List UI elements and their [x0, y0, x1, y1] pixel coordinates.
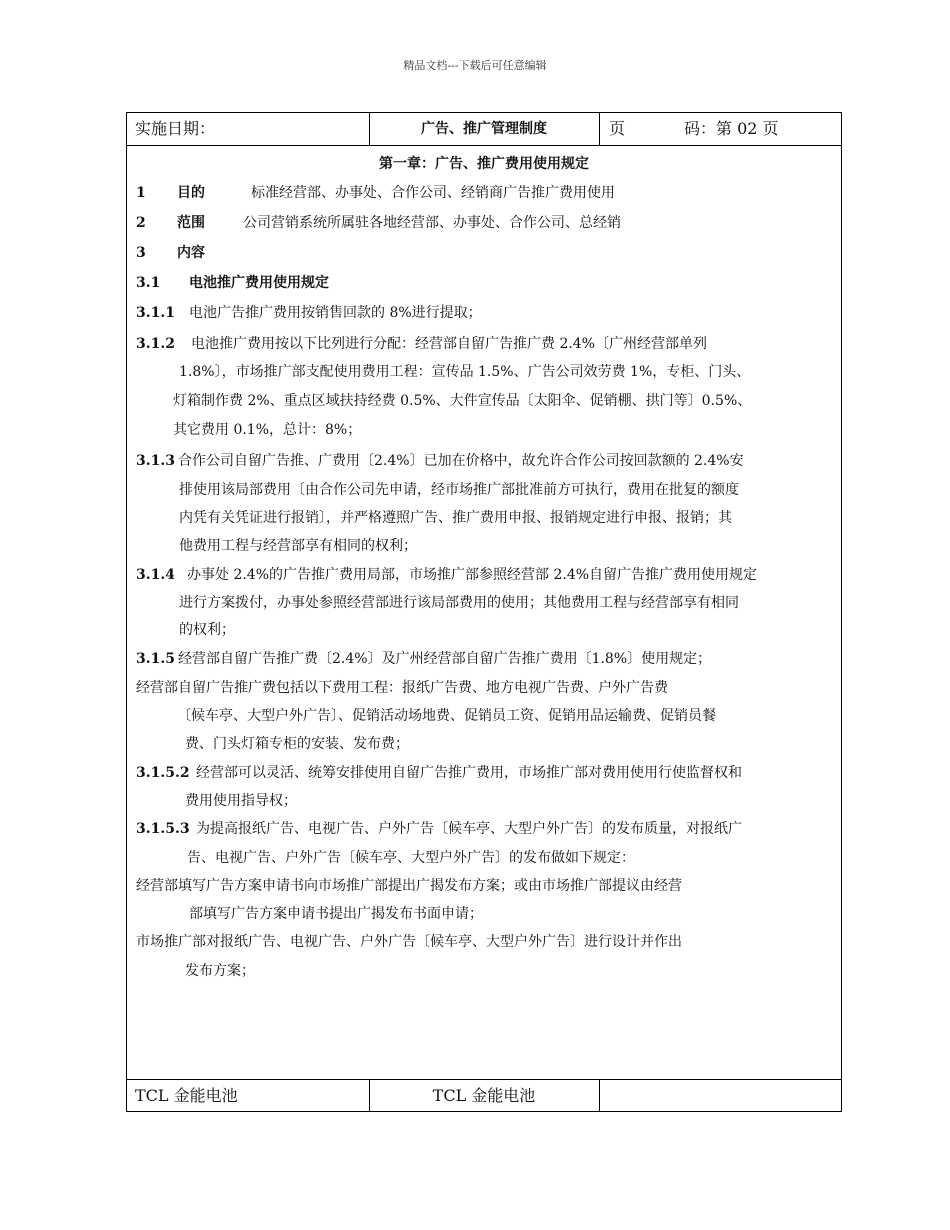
- clause-text: 为提高报纸广告、电视广告、户外广告〔候车亭、大型户外广告〕的发布质量，对报纸广: [196, 821, 742, 837]
- clause-text: 进行方案拨付，办事处参照经营部进行该局部费用的使用；其他费用工程与经营部享有相同: [179, 595, 739, 611]
- clause-text: 的权利；: [179, 622, 235, 638]
- paragraph-text: 〔候车亭、大型户外广告〕、促销活动场地费、促销员工资、促销用品运输费、促销员餐: [177, 708, 716, 724]
- paragraph-text: 市场推广部对报纸广告、电视广告、户外广告〔候车亭、大型户外广告〕进行设计并作出: [136, 934, 682, 950]
- paragraph-text: 经营部自留广告推广费包括以下费用工程：报纸广告费、地方电视广告费、户外广告费: [136, 680, 668, 696]
- clause-text: 经营部可以灵活、统筹安排使用自留广告推广费用，市场推广部对费用使用行使监督权和: [196, 765, 742, 781]
- paragraph-text: 发布方案；: [185, 963, 255, 979]
- clause-text: 排使用该局部费用〔由合作公司先申请，经市场推广部批准前方可执行，费用在批复的额度: [179, 482, 739, 498]
- clause-text: 办事处 2.4%的广告推广费用局部，市场推广部参照经营部 2.4%自留广告推广费用使用规定: [187, 567, 758, 583]
- clause-text: 电池推广费用按以下比列进行分配：经营部自留广告推广费 2.4%〔广州经营部单列: [191, 336, 708, 352]
- clause-text: 电池广告推广费用按销售回款的 8%进行提取；: [189, 305, 482, 321]
- footer-divider: [599, 1080, 600, 1112]
- clause-text: 其它费用 0.1%，总计：8%；: [173, 422, 362, 438]
- page-number-cell: [609, 113, 839, 145]
- section-number: 1: [136, 185, 146, 201]
- document-body: [127, 146, 841, 1078]
- watermark-text: 精品文档---下载后可任意编辑: [403, 59, 547, 72]
- chapter-title: 第一章：广告、推广费用使用规定: [379, 156, 589, 172]
- clause-text: 他费用工程与经营部享有相同的权利；: [179, 538, 417, 554]
- clause-text: 1.8%〕，市场推广部支配使用费用工程：宣传品 1.5%、广告公司效劳费 1%，专柜、门头、: [179, 364, 751, 380]
- section-number: 3: [136, 245, 146, 261]
- section-title: 电池推广费用使用规定: [189, 275, 329, 291]
- clause-text: 合作公司自留广告推、广费用〔2.4%〕已加在价格中，故允许合作公司按回款额的 2.4%安: [178, 453, 744, 469]
- paragraph-text: 经营部填写广告方案申请书向市场推广部提出广揭发布方案；或由市场推广部提议由经营: [136, 878, 682, 894]
- clause-text: 经营部自留广告推广费〔2.4%〕及广州经营部自留广告推广费用〔1.8%〕使用规定；: [178, 651, 712, 667]
- clause-text: 内凭有关凭证进行报销〕，并严格遵照广告、推广费用申报、报销规定进行申报、报销；其: [179, 510, 732, 526]
- section-number: 3.1: [136, 275, 161, 291]
- section-title: 目的: [177, 185, 205, 201]
- page-number: 码：第 02 页: [684, 119, 779, 138]
- clause-number: 3.1.5.2: [136, 765, 190, 781]
- clause-text: 费用使用指导权；: [185, 793, 297, 809]
- clause-number: 3.1.5.3: [136, 821, 190, 837]
- clause-text: 灯箱制作费 2%、重点区域扶持经费 0.5%、大件宣传品〔太阳伞、促销棚、拱门等〕0.5%、: [173, 393, 752, 409]
- header-divider: [599, 113, 600, 145]
- footer-row: [127, 1079, 841, 1112]
- clause-number: 3.1.1: [136, 305, 175, 321]
- section-title: 范围: [177, 215, 205, 231]
- paragraph-text: 部填写广告方案申请书提出广揭发布书面申请；: [189, 906, 483, 922]
- header-row: [127, 113, 841, 146]
- document-title: 广告、推广管理制度: [421, 121, 547, 137]
- clause-text: 告、电视广告、户外广告〔候车亭、大型户外广告〕的发布做如下规定：: [187, 850, 635, 866]
- section-number: 2: [136, 215, 146, 231]
- implementation-date-label: 实施日期：: [135, 119, 216, 138]
- document-table: [126, 112, 842, 1112]
- footer-empty-cell: [609, 1080, 839, 1112]
- paragraph-text: 费、门头灯箱专柜的安装、发布费；: [185, 736, 409, 752]
- section-text: 标准经营部、办事处、合作公司、经销商广告推广费用使用: [251, 185, 615, 201]
- clause-number: 3.1.5: [136, 651, 175, 667]
- clause-number: 3.1.4: [136, 567, 175, 583]
- page-label: 页: [609, 119, 626, 138]
- footer-company-center: TCL 金能电池: [432, 1086, 536, 1105]
- clause-number: 3.1.2: [136, 336, 175, 352]
- section-text: 公司营销系统所属驻各地经营部、办事处、合作公司、总经销: [243, 215, 621, 231]
- footer-company-left: TCL 金能电池: [135, 1086, 238, 1105]
- clause-number: 3.1.3: [136, 453, 175, 469]
- section-title: 内容: [177, 245, 205, 261]
